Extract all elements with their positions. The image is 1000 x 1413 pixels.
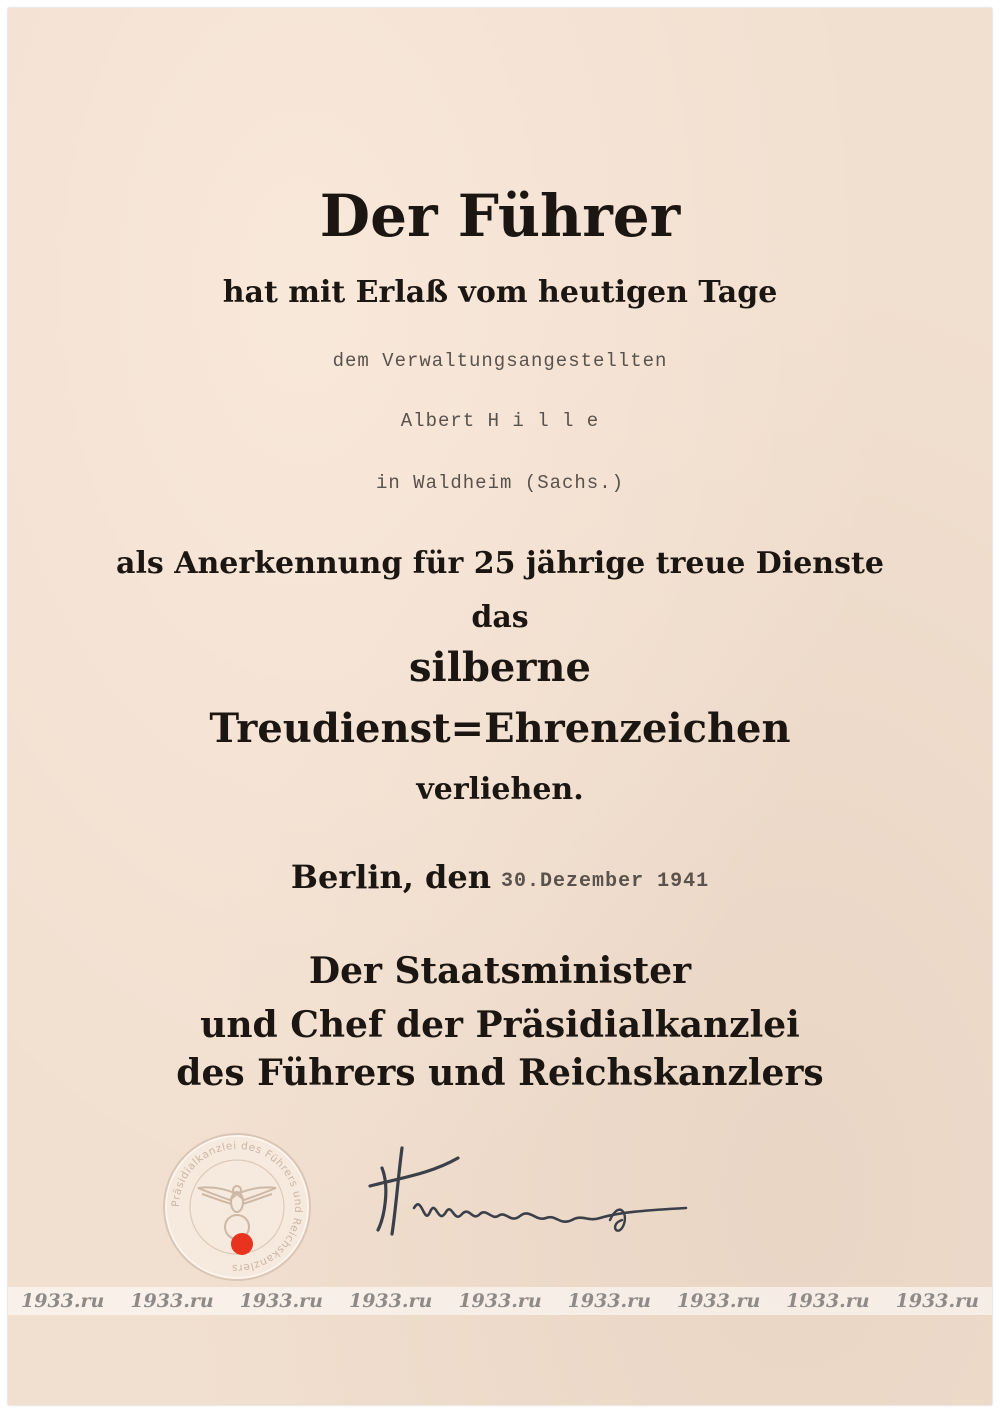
recipient-rank: dem Verwaltungsangestellten: [332, 350, 668, 372]
watermark-text: 1933.ru: [21, 1290, 105, 1312]
embossed-seal: [162, 1132, 312, 1282]
award-name: Treudienst=Ehrenzeichen: [209, 705, 791, 752]
watermark-text: 1933.ru: [895, 1290, 979, 1312]
watermark-text: 1933.ru: [239, 1290, 323, 1312]
watermark-text: 1933.ru: [676, 1290, 761, 1312]
award-adjective: silberne: [409, 644, 591, 691]
signatory-line-2: und Chef der Präsidialkanzlei: [200, 1004, 800, 1046]
red-seal-dot: [231, 1233, 253, 1255]
watermark-band: [8, 1287, 992, 1315]
seal-ring-text: Präsidialkanzlei des Führers und Reichskanzlers: [169, 1139, 305, 1275]
watermark-text: 1933.ru: [458, 1290, 542, 1312]
date-line: [0, 858, 1000, 896]
recipient-name: Albert H i l l e: [400, 410, 600, 432]
place-prefix: Berlin, den: [290, 858, 492, 896]
watermark-text: 1933.ru: [130, 1290, 214, 1312]
article-line: das: [471, 600, 529, 635]
signatory-line-1: Der Staatsminister: [308, 950, 692, 992]
decree-line: hat mit Erlaß vom heutigen Tage: [222, 275, 778, 310]
certificate-title: Der Führer: [319, 182, 681, 250]
issue-date: 30.Dezember 1941: [501, 870, 710, 893]
verb-line: verliehen.: [416, 772, 584, 807]
watermark-text: 1933.ru: [567, 1290, 651, 1312]
signatory-line-3: des Führers und Reichskanzlers: [176, 1052, 824, 1094]
recipient-place: in Waldheim (Sachs.): [375, 472, 625, 494]
watermark-text: 1933.ru: [786, 1290, 870, 1312]
recognition-line: als Anerkennung für 25 jährige treue Dienste: [116, 546, 884, 581]
watermark-text: 1933.ru: [348, 1290, 433, 1312]
handwritten-signature: [360, 1128, 700, 1258]
